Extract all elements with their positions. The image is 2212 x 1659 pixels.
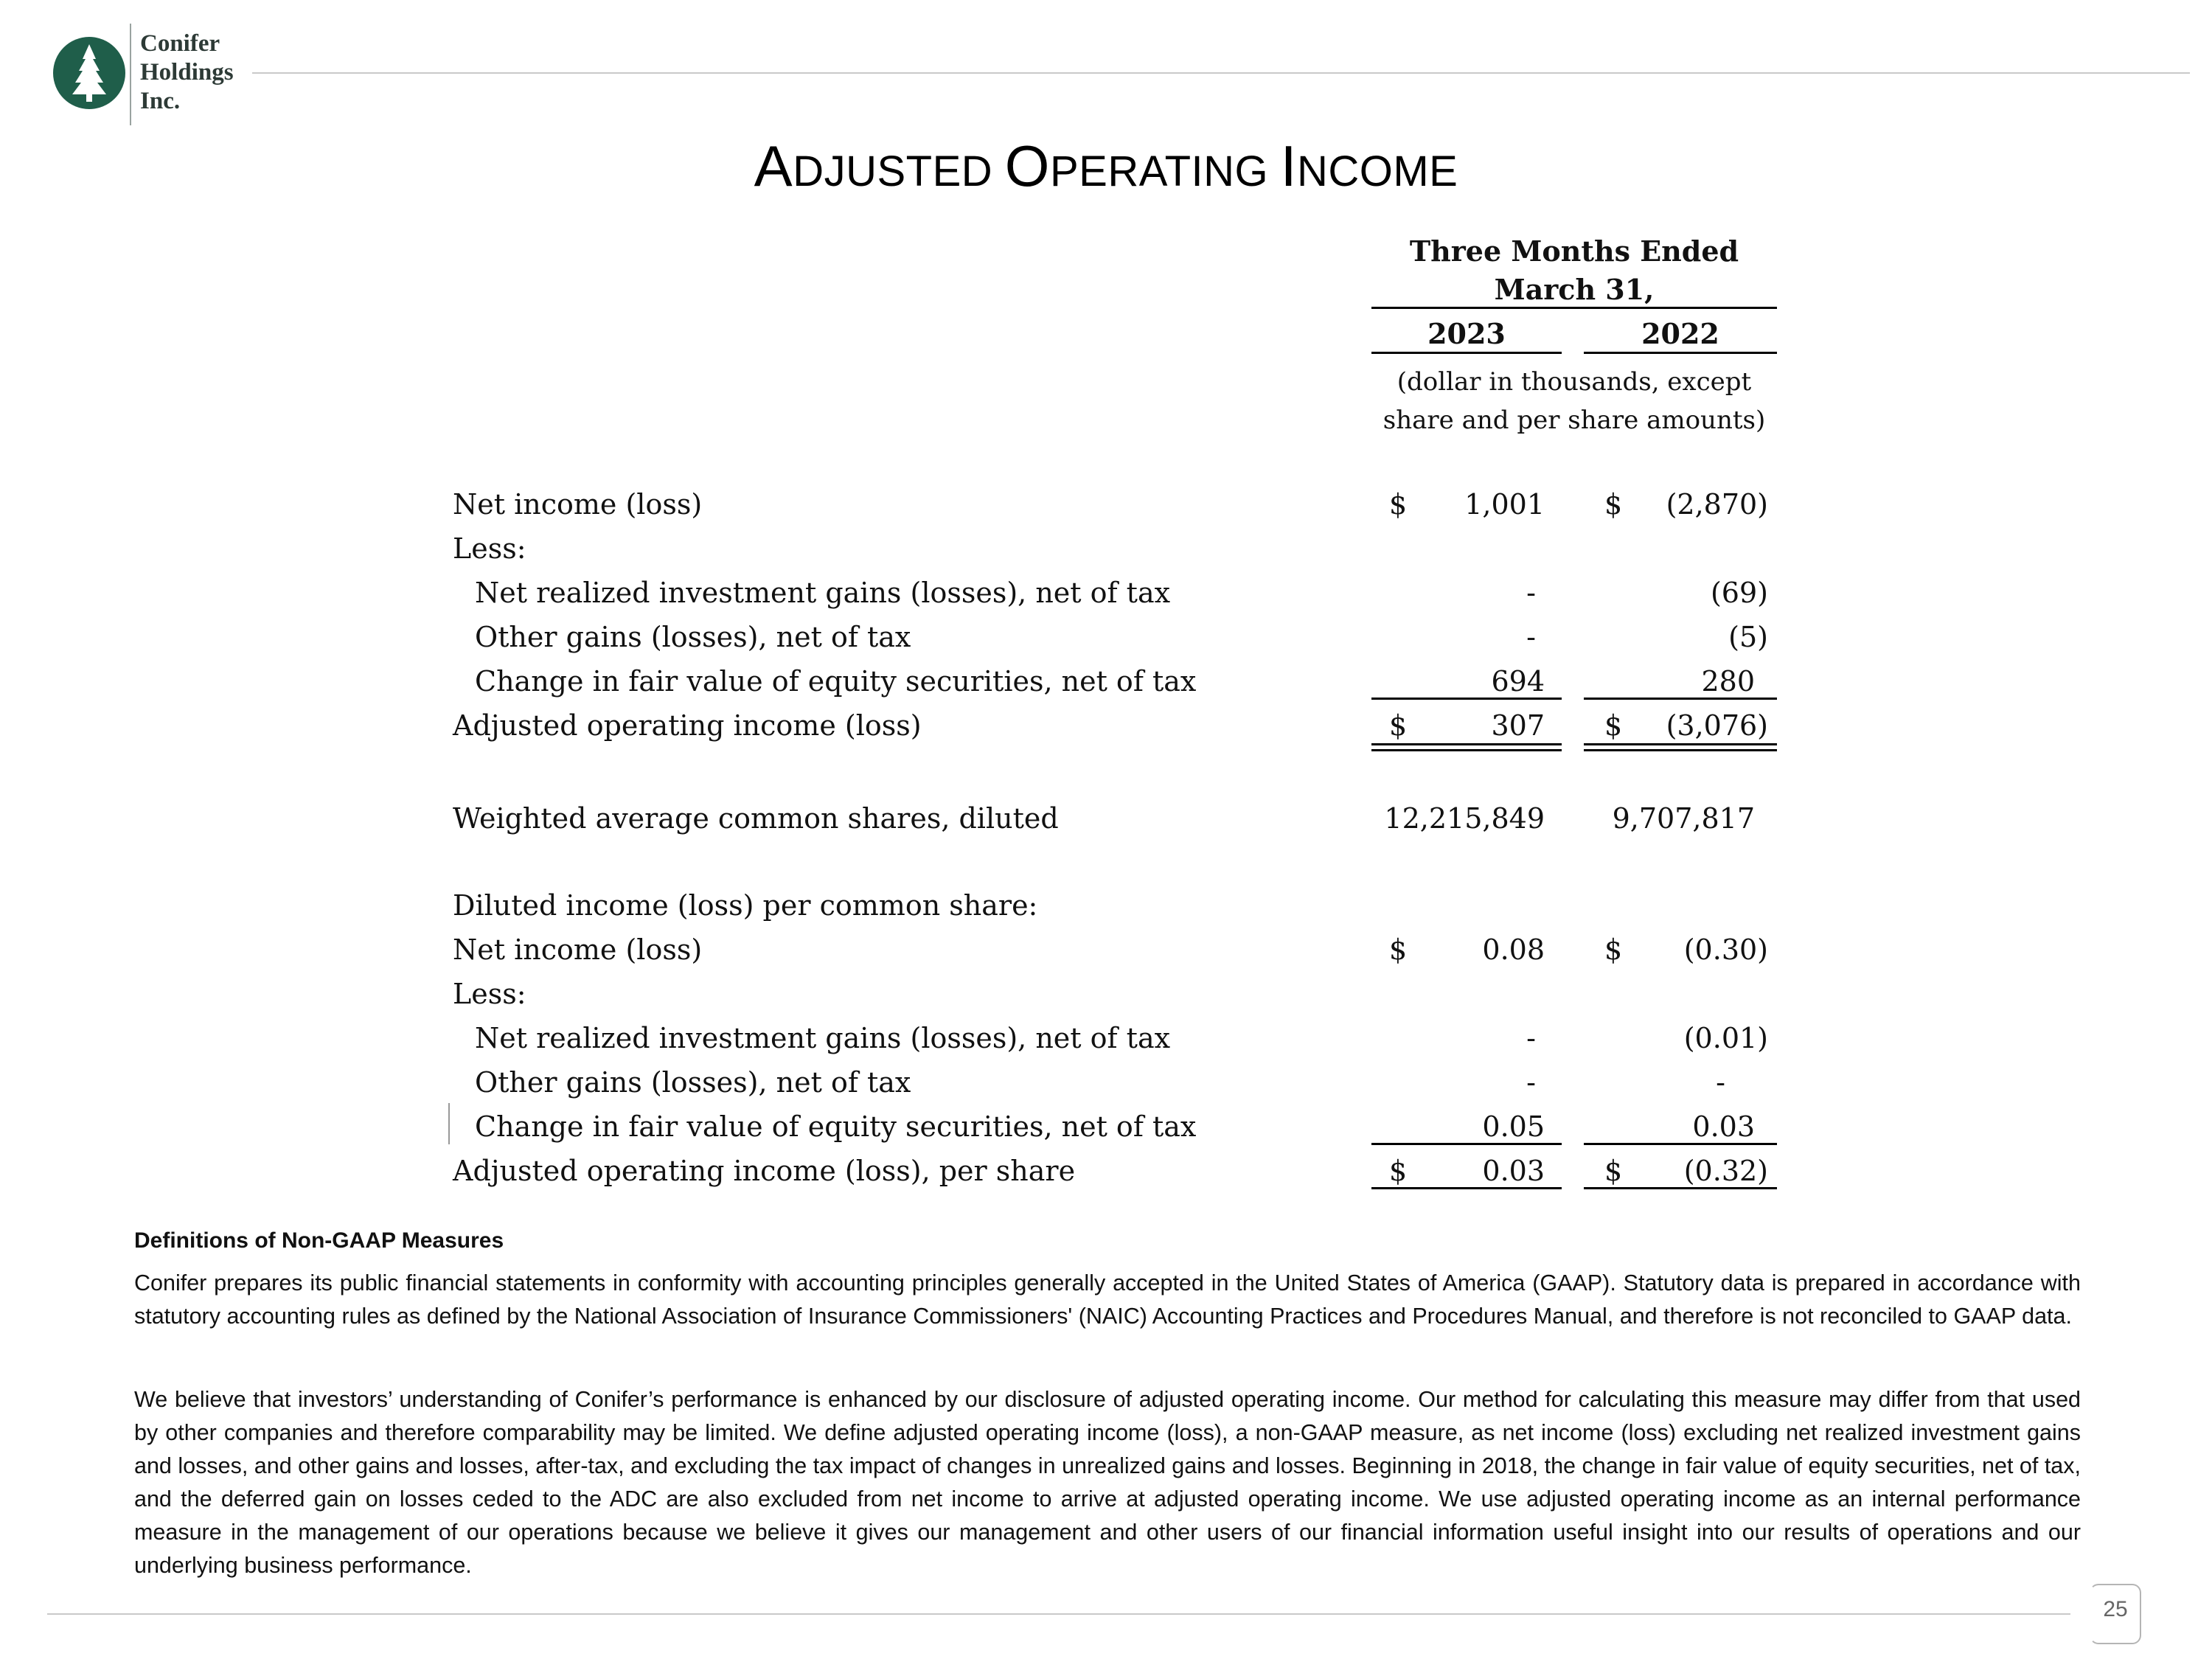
year-2022-heading: 2022 — [1641, 317, 1719, 350]
subtotal-rule — [1371, 1143, 1562, 1145]
page-number: 25 — [2103, 1597, 2128, 1621]
total-double-rule — [1371, 749, 1562, 751]
year-2022-rule — [1584, 352, 1777, 354]
slide-title: ADJUSTED OPERATING INCOME — [754, 133, 1458, 198]
period-heading-line2: March 31, — [1494, 273, 1655, 306]
total-rule — [1584, 1187, 1777, 1189]
subtotal-rule — [1584, 698, 1777, 700]
conifer-tree-icon — [53, 37, 125, 109]
table-row: Change in fair value of equity securities, net of tax 0.05 0.03 — [475, 1110, 1755, 1143]
subtotal-rule — [1584, 1143, 1777, 1145]
table-row: Net income (loss) $ 1,001 $ (2,870) — [453, 488, 1768, 521]
table-row: Adjusted operating income (loss) $ 307 $ (3,076) — [453, 709, 1768, 742]
period-heading-line1: Three Months Ended — [1409, 234, 1739, 268]
table-row: Weighted average common shares, diluted 12,215,849 9,707,817 — [453, 802, 1755, 835]
table-row: Other gains (losses), net of tax - - — [475, 1066, 1725, 1099]
table-row: Adjusted operating income (loss), per share $ 0.03 $ (0.32) — [453, 1155, 1768, 1187]
company-name-line2: Holdings — [140, 59, 234, 86]
definitions-paragraph-2: We believe that investors’ understanding of Conifer’s performance is enhanced by our disclosure of adjusted operating income. Our method for calculating this measure may differ from that used by other companies and therefore comparability may be limited. We define adjusted operating income (loss), a non-GAAP measure, as net income (loss) excluding net realized investment gains and losses, and other gains and losses, after-tax, and excluding the tax impact of changes in unrealized gains and losses. Beginning in 2018, the change in fair value of equity securities, net of tax, and the deferred gain on losses ceded to the ADC are also excluded from net income to arrive at adjusted operating income. We use adjusted operating income as an internal performance measure in the management of our operations because we believe it gives our management and other users of our financial information useful insight into our results of operations and our underlying business performance. — [134, 1387, 2081, 1578]
table-row: Less: — [453, 532, 526, 565]
total-double-rule — [1584, 743, 1777, 745]
year-2023-rule — [1371, 352, 1562, 354]
subtotal-rule — [1371, 698, 1562, 700]
table-row: Net income (loss) $ 0.08 $ (0.30) — [453, 933, 1768, 966]
table-row: Net realized investment gains (losses), net of tax - (0.01) — [475, 1022, 1768, 1054]
company-logo — [53, 37, 125, 109]
header-rule — [252, 72, 2190, 74]
table-row: Other gains (losses), net of tax - (5) — [475, 621, 1768, 653]
logo-divider — [130, 24, 131, 125]
definitions-heading: Definitions of Non-GAAP Measures — [134, 1228, 504, 1253]
table-row: Change in fair value of equity securities, net of tax 694 280 — [475, 665, 1755, 698]
footer-rule — [47, 1613, 2070, 1615]
table-row: Diluted income (loss) per common share: — [453, 889, 1038, 922]
total-double-rule — [1584, 749, 1777, 751]
table-row: Net realized investment gains (losses), net of tax - (69) — [475, 577, 1768, 609]
company-name-line3: Inc. — [140, 88, 181, 114]
units-note-line1: (dollar in thousands, except — [1397, 367, 1752, 397]
year-2023-heading: 2023 — [1427, 317, 1506, 350]
total-double-rule — [1371, 743, 1562, 745]
company-name — [140, 29, 234, 116]
table-row: Less: — [453, 978, 526, 1010]
total-rule — [1371, 1187, 1562, 1189]
period-heading-rule — [1371, 307, 1777, 309]
company-name-line1: Conifer — [140, 30, 220, 57]
definitions-paragraph-1: Conifer prepares its public financial statements in conformity with accounting principles generally accepted in the United States of America (GAAP). Statutory data is prepared in accordance with statutory accounting rules as defined by the National Association of Insurance Commissioners' (NAIC) Accounting Practices and Procedures Manual, and therefore is not reconciled to GAAP data. — [134, 1270, 2081, 1329]
units-note-line2: share and per share amounts) — [1382, 406, 1766, 435]
